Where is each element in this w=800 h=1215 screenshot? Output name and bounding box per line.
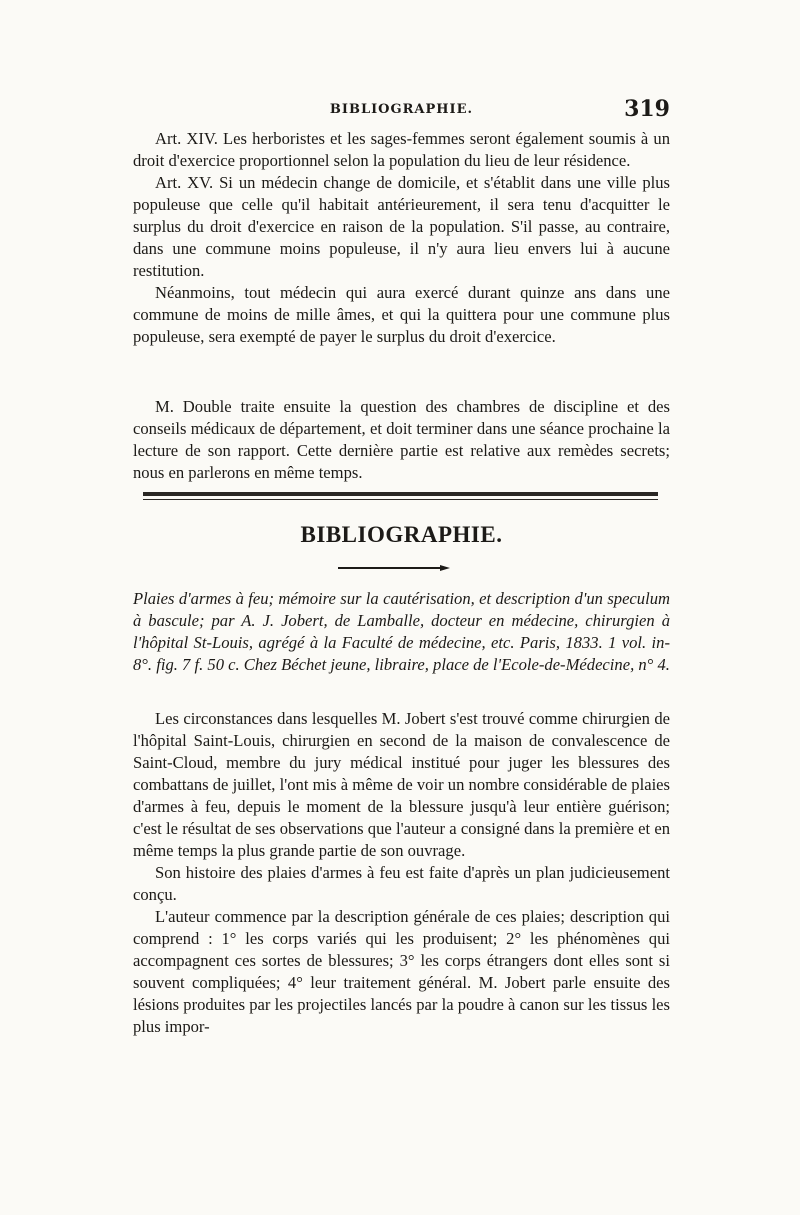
articles-block (133, 128, 670, 348)
paragraph-session-note: M. Double traite ensuite la question des chambres de discipline et des conseils médicaux de département, et doit terminer dans une séance prochaine la lecture de son rapport. Cette dernière partie est relative aux remèdes secrets; nous en parlerons en même temps. (133, 397, 670, 482)
paragraph-neanmoins: Néanmoins, tout médecin qui aura exercé durant quinze ans dans une commune de moins de mille âmes, et qui la quittera pour une commune plus populeuse, sera exempté de payer le surplus du droit d'exercice. (133, 283, 670, 346)
paragraph-art-xiv: Art. XIV. Les herboristes et les sages-femmes seront également soumis à un droit d'exercice proportionnel selon la population du lieu de leur résidence. (133, 129, 670, 170)
paragraph-art-xv: Art. XV. Si un médecin change de domicile, et s'établit dans une ville plus populeuse que celle qu'il habitait antérieurement, il sera tenu d'acquitter le surplus du droit d'exercice en raison de la population. S'il passe, au contraire, dans une commune moins populeuse, il n'y aura lieu envers lui à aucune restitution. (133, 173, 670, 280)
section-divider-thick (143, 492, 658, 496)
section-divider-thin (143, 499, 658, 500)
paragraph-review-3: L'auteur commence par la description générale de ces plaies; description qui comprend : 1° les corps variés qui les produisent; 2° les phénomènes qui accompagnent ces sortes de blessures; 3° les corps étrangers dont elles sont si souvent compliquées; 4° leur traitement général. M. Jobert parle ensuite des lésions produites par les projectiles lancés par la poudre à canon sur les tissus les plus impor- (133, 907, 670, 1036)
page-number: 319 (624, 96, 670, 122)
paragraph-review-1: Les circonstances dans lesquelles M. Jobert s'est trouvé comme chirurgien de l'hôpital Saint-Louis, chirurgien en second de la maison de convalescence de Saint-Cloud, membre du jury médical institué pour juger les blessures des combattans de juillet, l'ont mis à même de voir un nombre considérable de plaies d'armes à feu, depuis le moment de la blessure jusqu'à leur entière guérison; c'est le résultat de ses observations que l'auteur a consigné dans la première et en même temps la plus grande partie de son ouvrage. (133, 709, 670, 860)
review-block (133, 708, 670, 1038)
session-block (133, 396, 670, 484)
running-head (133, 96, 670, 124)
paragraph-review-2: Son histoire des plaies d'armes à feu est faite d'après un plan judicieusement conçu. (133, 863, 670, 904)
bibliographic-entry: Plaies d'armes à feu; mémoire sur la cautérisation, et description d'un speculum à bascule; par A. J. Jobert, de Lamballe, docteur en médecine, chirurgien à l'hôpital St-Louis, agrégé à la Faculté de médecine, etc. Paris, 1833. 1 vol. in-8°. fig. 7 f. 50 c. Chez Béchet jeune, libraire, place de l'Ecole-de-Médecine, n° 4. (133, 589, 670, 674)
ornament-arrow-icon (338, 565, 450, 571)
running-head-title: BIBLIOGRAPHIE. (329, 102, 474, 117)
section-title: BIBLIOGRAPHIE. (300, 522, 503, 547)
